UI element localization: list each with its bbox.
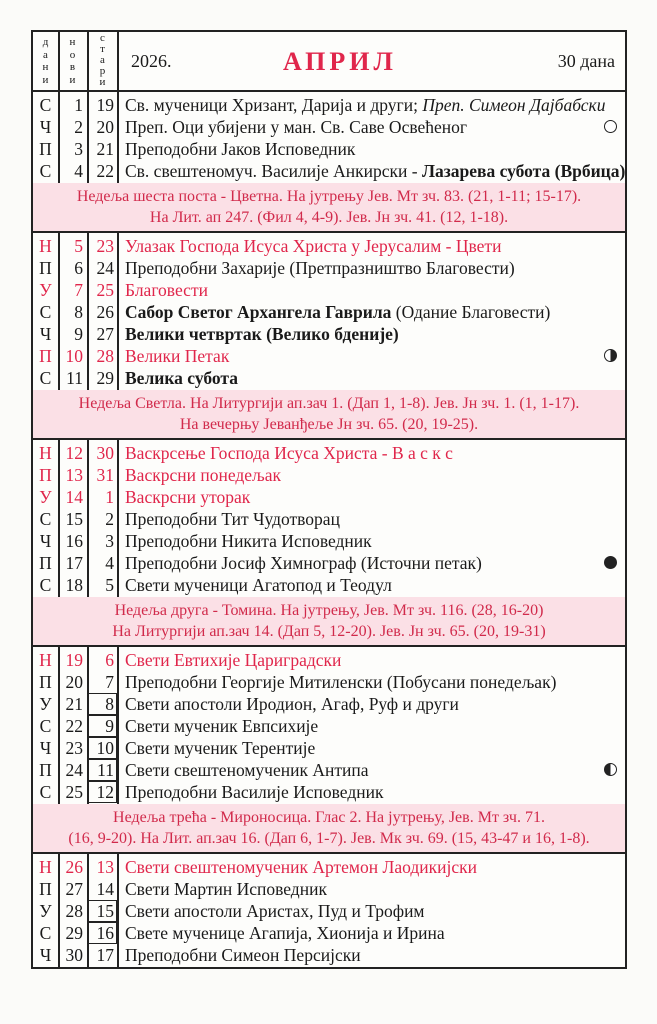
new-calendar-date: 13	[65, 465, 83, 485]
feast-text	[125, 257, 515, 279]
weekday-letter: П	[39, 672, 52, 692]
last-quarter-moon-icon	[604, 349, 617, 362]
weekday-letter: Н	[39, 857, 52, 877]
feast-text-segment: (Одание Благовести)	[391, 302, 551, 322]
feast-text	[125, 138, 355, 160]
feast-text	[125, 235, 501, 257]
new-calendar-date: 21	[65, 694, 83, 714]
day-row	[33, 464, 625, 486]
old-calendar-date: 31	[96, 465, 114, 485]
old-calendar-date: 6	[105, 650, 114, 670]
sunday-note-line: Недеља друга - Томина. На јутрењу, Јев. Мт зч. 116. (28, 16-20)	[114, 602, 544, 619]
feast-text-segment: Васкрсни уторак	[125, 487, 251, 507]
feast-text	[125, 715, 318, 737]
day-row	[33, 900, 625, 922]
header-letter: а	[43, 48, 48, 61]
calendar-header	[33, 32, 625, 92]
weekday-letter: П	[39, 346, 52, 366]
old-calendar-date: 8	[88, 693, 117, 715]
feast-text-segment: Свети Мартин Исповедник	[125, 879, 327, 899]
sunday-note-line: На Литургији ап.зач 14. (Дап 5, 12-20). Јев. Јн зч. 65. (20, 19-31)	[112, 623, 546, 640]
weekday-letter: Ч	[39, 117, 52, 137]
feast-text	[125, 649, 341, 671]
day-row	[33, 301, 625, 323]
old-calendar-date: 12	[88, 781, 117, 803]
sunday-note-line: На вечерњу Јеванђеље Јн зч. 65. (20, 19-25).	[179, 416, 479, 433]
day-row	[33, 442, 625, 464]
day-row	[33, 508, 625, 530]
day-row	[33, 235, 625, 257]
feast-text-segment: Преподобни Никита Исповедник	[125, 531, 372, 551]
old-calendar-date: 29	[96, 368, 114, 388]
feast-text-segment: Преподобни Симеон Персијски	[125, 945, 361, 965]
new-calendar-date: 22	[65, 716, 83, 736]
header-letter: и	[42, 73, 49, 86]
sunday-note-line: Недеља шеста поста - Цветна. На јутрењу Јев. Мт зч. 83. (21, 1-11; 15-17).	[76, 188, 582, 205]
day-row	[33, 737, 625, 759]
weekday-letter: С	[39, 716, 52, 736]
feast-text-segment: Преподобни Јаков Исповедник	[125, 139, 356, 159]
old-calendar-date: 7	[105, 672, 114, 692]
new-calendar-date: 26	[65, 857, 83, 877]
new-calendar-date: 3	[74, 139, 83, 159]
weekday-letter: С	[39, 95, 52, 115]
weekday-letter: Ч	[39, 531, 52, 551]
year-label: 2026.	[131, 51, 172, 71]
week-rows	[33, 854, 625, 967]
week-rows	[33, 647, 625, 804]
feast-text-segment: Свети мученици Агатопод и Теодул	[125, 575, 392, 595]
feast-text-segment: Свете мученице Агапија, Хионија и Ирина	[125, 923, 445, 943]
day-row	[33, 552, 625, 574]
feast-text-segment: Преподобни Тит Чудотворац	[125, 509, 340, 529]
month-title: АПРИЛ	[283, 47, 397, 76]
new-calendar-date: 24	[65, 760, 83, 780]
feast-text	[125, 442, 453, 464]
sunday-note-line: Недеља трећа - Мироносица. Глас 2. На јутрењу, Јев. Мт зч. 71.	[113, 809, 545, 826]
week-block	[33, 233, 625, 440]
header-letter: д	[42, 36, 49, 48]
header-days-column	[33, 36, 58, 94]
feast-text-segment: Лазарева субота (Врбица)	[421, 161, 626, 181]
feast-text	[125, 878, 327, 900]
old-calendar-date: 26	[96, 302, 114, 322]
feast-text	[125, 856, 477, 878]
weekday-letter: П	[39, 553, 52, 573]
feast-text-segment: Велика субота	[125, 368, 238, 388]
weekday-letter: С	[39, 368, 52, 388]
weekday-letter: Н	[39, 650, 52, 670]
calendar-table	[31, 30, 627, 969]
week-block	[33, 647, 625, 854]
weekday-letter: С	[39, 923, 52, 943]
week-block	[33, 854, 625, 967]
old-calendar-date: 25	[96, 280, 114, 300]
weekday-letter: Ч	[39, 945, 52, 965]
old-calendar-date: 27	[96, 324, 114, 344]
sunday-readings-note	[33, 597, 625, 647]
feast-text	[125, 301, 550, 323]
feast-text	[125, 279, 208, 301]
new-calendar-date: 5	[74, 236, 83, 256]
day-row	[33, 671, 625, 693]
weekday-letter: П	[39, 258, 52, 278]
header-letter: в	[69, 61, 76, 73]
new-calendar-date: 8	[74, 302, 83, 322]
feast-text-segment: Свети апостоли Иродион, Агаф, Руф и други	[125, 694, 459, 714]
header-letter: о	[69, 48, 76, 61]
day-row	[33, 94, 625, 116]
header-letter: н	[42, 61, 49, 73]
feast-text	[125, 781, 383, 803]
feast-text	[125, 116, 467, 138]
week-block	[33, 440, 625, 647]
old-calendar-date: 16	[88, 922, 117, 944]
feast-text	[125, 486, 250, 508]
old-calendar-date: 15	[88, 900, 117, 922]
day-count: 30 дана	[557, 51, 615, 71]
feast-text	[125, 367, 238, 389]
day-row	[33, 781, 625, 803]
header-letter: т	[100, 43, 105, 55]
old-calendar-date: 1	[105, 487, 114, 507]
day-row	[33, 944, 625, 966]
new-calendar-date: 27	[65, 879, 83, 899]
feast-text-segment: Благовести	[125, 280, 208, 300]
new-calendar-date: 9	[74, 324, 83, 344]
new-calendar-date: 11	[66, 368, 83, 388]
feast-text	[125, 530, 372, 552]
feast-text-segment: Свети мученик Терентије	[125, 738, 316, 758]
new-calendar-date: 23	[65, 738, 83, 758]
feast-text	[125, 508, 340, 530]
feast-text-segment: Преп. Симеон Дајбабски	[422, 95, 606, 115]
new-calendar-date: 19	[65, 650, 83, 670]
weekday-letter: С	[39, 782, 52, 802]
old-calendar-date: 17	[96, 945, 114, 965]
new-calendar-date: 4	[74, 161, 83, 181]
weekday-letter: У	[39, 694, 52, 714]
first-quarter-moon-icon	[604, 763, 617, 776]
sunday-readings-note	[33, 390, 625, 440]
weekday-letter: У	[39, 901, 52, 921]
sunday-readings-note	[33, 804, 625, 854]
weekday-letter: П	[39, 760, 52, 780]
header-letter: и	[69, 73, 76, 86]
new-calendar-date: 10	[65, 346, 83, 366]
old-calendar-date: 3	[105, 531, 114, 551]
day-row	[33, 878, 625, 900]
day-row	[33, 138, 625, 160]
header-letter: с	[100, 32, 105, 44]
feast-text-segment: Улазак Господа Исуса Христа у Јерусалим - Цвети	[125, 236, 502, 256]
weekday-letter: Н	[39, 443, 52, 463]
full-moon-icon	[604, 120, 617, 133]
weekday-letter: П	[39, 879, 52, 899]
sunday-note-line: На Лит. ап 247. (Фил 4, 4-9). Јев. Јн зч. 41. (12, 1-18).	[149, 209, 509, 226]
day-row	[33, 759, 625, 781]
day-row	[33, 649, 625, 671]
weekday-letter: У	[39, 280, 52, 300]
feast-text-segment: Преподобни Георгије Митиленски (Побусани понедељак)	[125, 672, 557, 692]
old-calendar-date: 11	[88, 759, 117, 781]
day-row	[33, 574, 625, 596]
new-calendar-date: 28	[65, 901, 83, 921]
new-calendar-date: 29	[65, 923, 83, 943]
old-calendar-date: 20	[96, 117, 114, 137]
new-calendar-date: 15	[65, 509, 83, 529]
feast-text-segment: Васкрсење Господа Исуса Христа - В а с к с	[125, 443, 453, 463]
old-calendar-date: 10	[88, 737, 117, 759]
weekday-letter: С	[39, 302, 52, 322]
weekday-letter: П	[39, 465, 52, 485]
new-calendar-date: 30	[65, 945, 83, 965]
header-letter: а	[100, 54, 105, 66]
weekday-letter: Ч	[39, 324, 52, 344]
feast-text-segment: Преподобни Јосиф Химнограф (Источни петак)	[125, 553, 482, 573]
feast-text	[125, 574, 392, 596]
feast-text	[125, 900, 425, 922]
feast-text-segment: Преподобни Захарије (Претпразништво Благовести)	[125, 258, 515, 278]
old-calendar-date: 5	[105, 575, 114, 595]
day-row	[33, 715, 625, 737]
weekday-letter: С	[39, 161, 52, 181]
new-calendar-date: 2	[74, 117, 83, 137]
feast-text-segment: Свети Евтихије Цариградски	[125, 650, 342, 670]
new-calendar-date: 14	[65, 487, 83, 507]
calendar-body	[33, 92, 625, 967]
day-row	[33, 367, 625, 389]
new-calendar-date: 1	[74, 95, 83, 115]
weekday-letter: С	[39, 509, 52, 529]
day-row	[33, 530, 625, 552]
old-calendar-date: 24	[96, 258, 114, 278]
feast-text-segment: Свети свештеномученик Антипа	[125, 760, 369, 780]
old-calendar-date: 13	[96, 857, 114, 877]
new-moon-icon	[604, 556, 617, 569]
day-row	[33, 345, 625, 367]
feast-text	[125, 737, 315, 759]
weekday-letter: Н	[39, 236, 52, 256]
divider	[117, 32, 119, 90]
feast-text	[125, 94, 605, 116]
day-row	[33, 279, 625, 301]
feast-text	[125, 464, 281, 486]
sunday-note-line: Недеља Светла. На Литургији ап.зач 1. (Дап 1, 1-8). Јев. Јн зч. 1. (1, 1-17).	[78, 395, 580, 412]
new-calendar-date: 25	[65, 782, 83, 802]
new-calendar-date: 20	[65, 672, 83, 692]
weekday-letter: У	[39, 487, 52, 507]
sunday-readings-note	[33, 183, 625, 233]
feast-text	[125, 759, 369, 781]
old-calendar-date: 19	[96, 95, 114, 115]
new-calendar-date: 17	[65, 553, 83, 573]
feast-text-segment: Св. мученици Хризант, Дарија и други;	[125, 95, 423, 115]
old-calendar-date: 14	[96, 879, 114, 899]
day-row	[33, 257, 625, 279]
feast-text	[125, 323, 399, 345]
feast-text	[125, 345, 229, 367]
header-old-column	[88, 33, 117, 91]
week-rows	[33, 233, 625, 390]
feast-text-segment: Сабор Светог Архангела Гаврила	[125, 302, 392, 322]
weekday-letter: П	[39, 139, 52, 159]
old-calendar-date: 9	[88, 715, 117, 737]
sunday-note-line: (16, 9-20). На Лит. ап.зач 16. (Дап 6, 1-7). Јев. Мк зч. 69. (15, 43-47 и 16, 1-8).	[68, 830, 590, 847]
old-calendar-date: 30	[96, 443, 114, 463]
feast-text-segment: Васкрсни понедељак	[125, 465, 282, 485]
weekday-letter: Ч	[39, 738, 52, 758]
old-calendar-date: 28	[96, 346, 114, 366]
feast-text-segment: Св. свештеномуч. Василије Анкирски -	[125, 161, 422, 181]
old-calendar-date: 21	[96, 139, 114, 159]
header-letter: н	[69, 36, 76, 48]
day-row	[33, 486, 625, 508]
header-letter: и	[99, 76, 106, 88]
new-calendar-date: 7	[74, 280, 83, 300]
feast-text	[125, 552, 482, 574]
old-calendar-date: 23	[96, 236, 114, 256]
new-calendar-date: 18	[65, 575, 83, 595]
week-block	[33, 92, 625, 233]
feast-text	[125, 160, 625, 182]
feast-text-segment: Свети свештеномученик Артемон Лаодикијски	[125, 857, 478, 877]
week-rows	[33, 92, 625, 183]
old-calendar-date: 2	[105, 509, 114, 529]
old-calendar-date: 4	[105, 553, 114, 573]
header-letter: р	[99, 65, 106, 77]
feast-text-segment: Преп. Оци убијени у ман. Св. Саве Освећеног	[125, 117, 468, 137]
feast-text-segment: Свети апостоли Аристах, Пуд и Трофим	[125, 901, 425, 921]
feast-text	[125, 922, 445, 944]
feast-text-segment: Свети мученик Евпсихије	[125, 716, 319, 736]
weekday-letter: С	[39, 575, 52, 595]
day-row	[33, 160, 625, 182]
new-calendar-date: 16	[65, 531, 83, 551]
day-row	[33, 856, 625, 878]
feast-text	[125, 671, 556, 693]
feast-text-segment: Велики четвртак (Велико бденије)	[125, 324, 399, 344]
old-calendar-date: 22	[96, 161, 114, 181]
week-rows	[33, 440, 625, 597]
day-row	[33, 693, 625, 715]
feast-text	[125, 944, 361, 966]
new-calendar-date: 12	[65, 443, 83, 463]
feast-text-segment: Преподобни Василије Исповедник	[125, 782, 384, 802]
day-row	[33, 922, 625, 944]
new-calendar-date: 6	[74, 258, 83, 278]
day-row	[33, 323, 625, 345]
day-row	[33, 116, 625, 138]
header-new-column	[58, 36, 87, 94]
feast-text	[125, 693, 459, 715]
feast-text-segment: Велики Петак	[125, 346, 230, 366]
